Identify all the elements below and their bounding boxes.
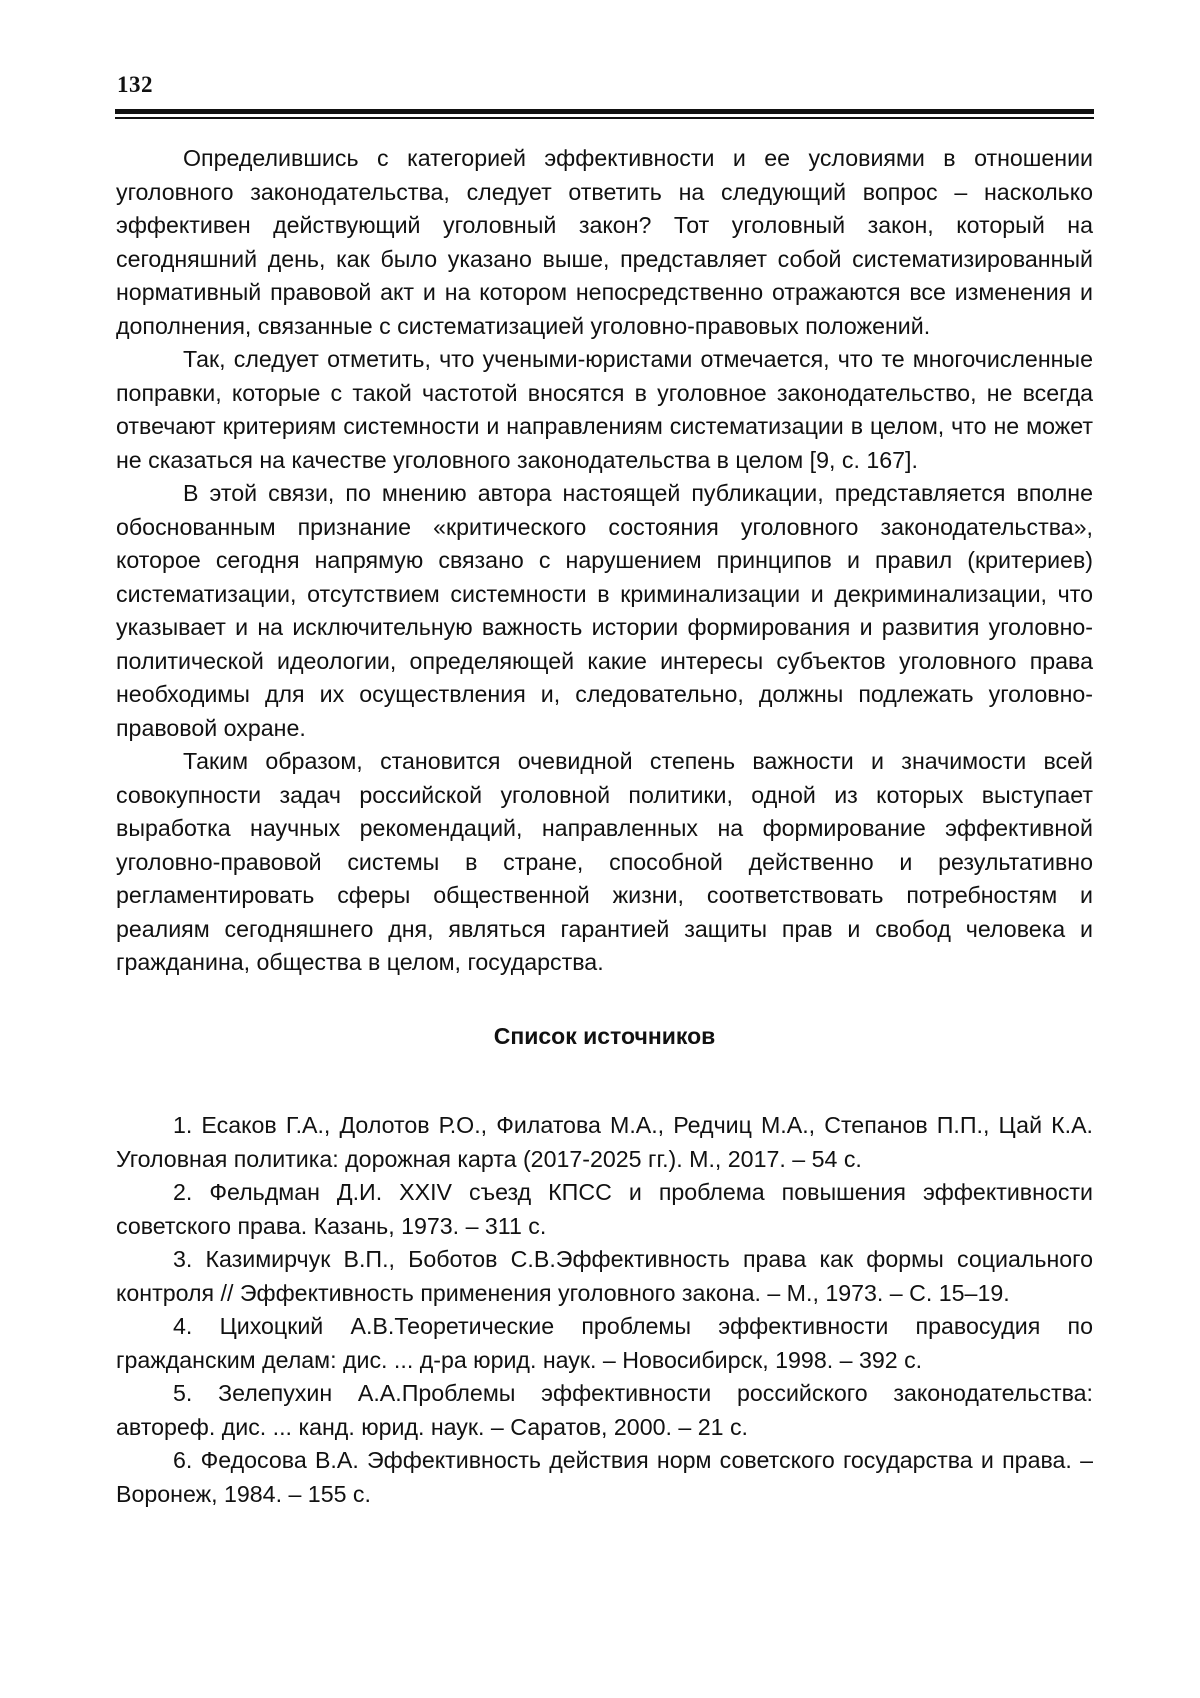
source-item: 2. Фельдман Д.И. XXIV съезд КПСС и проблема повышения эффективности советского права. Казань, 1973. – 311 с. <box>116 1179 1093 1239</box>
body-paragraph: Таким образом, становится очевидной степень важности и значимости всей совокупности задач российской уголовной политики, одной из которых выступает выработка научных рекомендаций, направленных на формирование эффективной уголовно-правовой системы в стране, способной действенно и результативно регламентировать сферы общественной жизни, соответствовать потребностям и реалиям сегодняшнего дня, являться гарантией защиты прав и свобод человека и гражданина, общества в целом, государства. <box>116 748 1093 975</box>
body-paragraph: Определившись с категорией эффективности и ее условиями в отношении уголовного законодательства, следует ответить на следующий вопрос – насколько эффективен действующий уголовный закон? Тот уголовный закон, который на сегодняшний день, как было указано выше, представляет собой систематизированный нормативный правовой акт и на котором непосредственно отражаются все изменения и дополнения, связанные с систематизацией уголовно-правовых положений. <box>116 145 1093 339</box>
source-item: 5. Зелепухин А.А.Проблемы эффективности российского законодательства: автореф. дис. ... канд. юрид. наук. – Саратов, 2000. – 21 с. <box>116 1380 1093 1440</box>
header-rule-thin <box>115 117 1094 119</box>
sources-list <box>116 1109 1093 1511</box>
source-item: 3. Казимирчук В.П., Боботов С.В.Эффективность права как формы социального контроля // Эффективность применения уголовного закона. – М., 1973. – С. 15–19. <box>116 1246 1093 1306</box>
header-rule-thick <box>115 109 1094 114</box>
source-item: 1. Есаков Г.А., Долотов Р.О., Филатова М.А., Редчиц М.А., Степанов П.П., Цай К.А. Уголовная политика: дорожная карта (2017-2025 гг.). М., 2017. – 54 с. <box>116 1112 1093 1172</box>
source-item: 4. Цихоцкий А.В.Теоретические проблемы эффективности правосудия по гражданским делам: дис. ... д-ра юрид. наук. – Новосибирск, 1998. – 392 с. <box>116 1313 1093 1373</box>
page-content <box>116 142 1093 1511</box>
sources-heading: Список источников <box>493 1022 716 1049</box>
source-item: 6. Федосова В.А. Эффективность действия норм советского государства и права. – Воронеж, 1984. – 155 с. <box>116 1447 1093 1507</box>
body-paragraph: В этой связи, по мнению автора настоящей публикации, представляется вполне обоснованным признание «критического состояния уголовного законодательства», которое сегодня напрямую связано с нарушением принципов и правил (критериев) систематизации, отсутствием системности в криминализации и декриминализации, что указывает и на исключительную важность истории формирования и развития уголовно-политической идеологии, определяющей какие интересы субъектов уголовного права необходимы для их осуществления и, следовательно, должны подлежать уголовно-правовой охране. <box>116 480 1093 741</box>
body-paragraph: Так, следует отметить, что учеными-юристами отмечается, что те многочисленные поправки, которые с такой частотой вносятся в уголовное законодательство, не всегда отвечают критериям системности и направлениям систематизации в целом, что не может не сказаться на качестве уголовного законодательства в целом [9, с. 167]. <box>116 346 1093 473</box>
page-number: 132 <box>117 72 153 97</box>
